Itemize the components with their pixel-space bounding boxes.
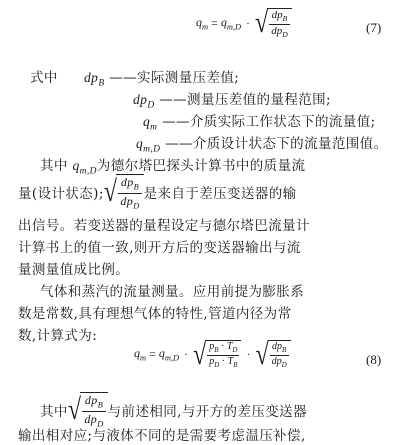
eq8-rhs: $q_{m,D}$	[158, 346, 180, 363]
radical-sign-icon: √	[103, 176, 118, 209]
eq7-sqrt	[255, 8, 292, 39]
para3-line2: 输出相对应;与液体不同的是需要考虑温压补偿,	[18, 428, 306, 444]
eq7-equals: =	[211, 15, 218, 30]
eq7-rhs: $q_{m,D}$	[220, 15, 242, 32]
para1-line5: 量测量值成比例。	[18, 262, 130, 278]
para3-line1: 其中 √ $\frac{dp_B}{dp_D}$ 与前述相同,与开方的差压变送器	[40, 393, 307, 429]
para1-line4: 计算书上的值一致,则开方后的变送器输出与流	[18, 240, 301, 256]
equation-7-number: (7)	[366, 20, 382, 35]
equation-7	[196, 8, 292, 39]
eq8-lhs: $q_m$	[134, 346, 147, 363]
para1-line1: 其中 $q_{m,D}$为德尔塔巴探头计算书中的质量流	[40, 158, 306, 177]
equation-8: $q_m$ = $q_{m,D}$ · √ $\frac{p_B \cdot T_D}{p_D \cdot T_B}$ · √ $\frac{dp_B}{dp_D}$	[134, 340, 291, 369]
radical-sign-icon: √	[255, 338, 269, 371]
def-item-dpD: $dp_D$ ——测量压差值的量程范围;	[133, 92, 331, 111]
para2-line1: 气体和蒸汽的流量测量。应用前提为膨胀系	[40, 284, 305, 300]
para3-sqrt: √ $\frac{dp_B}{dp_D}$	[68, 392, 108, 429]
def-item-qmD: $q_{m,D}$ ——介质设计状态下的流量范围值。	[136, 136, 388, 155]
radical-sign-icon: √	[67, 394, 82, 427]
eq8-equals: =	[149, 347, 156, 361]
defs-label: 式中	[30, 70, 58, 86]
para1-sqrt: √ $\frac{dp_B}{dp_D}$	[104, 174, 144, 211]
radical-sign-icon: √	[255, 7, 269, 40]
eq7-fraction: $\frac{dp_B}{dp_D}$	[271, 9, 288, 40]
eq7-dot: ·	[246, 15, 251, 30]
equation-8-number: (8)	[366, 352, 382, 367]
radical-sign-icon: √	[193, 338, 207, 371]
para2-line2: 数是常数,具有理想气体的特性,管道内径为常	[18, 306, 292, 322]
def-item-dpB: $dp_B$ ——实际测量压差值;	[84, 70, 240, 89]
para1-line3: 出信号。若变送器的量程设定与德尔塔巴流量计	[18, 218, 310, 234]
def-item-qm: $q_m$ ——介质实际工作状态下的流量值;	[143, 114, 376, 133]
eq8-sqrt-2: √ $\frac{dp_B}{dp_D}$	[255, 340, 290, 369]
para1-line2: 量(设计状态); √ $\frac{dp_B}{dp_D}$ 是来自于差压变送器的输	[18, 175, 297, 211]
eq7-lhs: $q_m$	[196, 15, 209, 32]
para2-line3: 数,计算式为:	[18, 328, 98, 344]
eq8-sqrt-1: √ $\frac{p_B \cdot T_D}{p_D \cdot T_B}$	[193, 340, 241, 369]
